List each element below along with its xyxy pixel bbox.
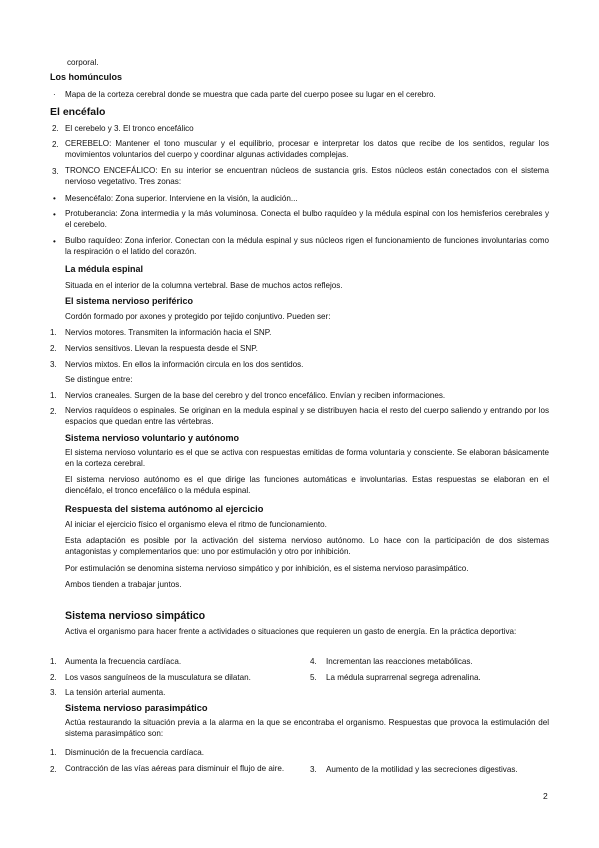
list-marker: 3. (52, 167, 59, 176)
list-marker: 2. (50, 673, 57, 682)
list-item: Aumento de la motilidad y las secreciones digestivas. (326, 765, 518, 774)
list-marker: 2. (52, 124, 59, 133)
list-item: Nervios raquídeos o espinales. Se originan en la medula espinal y se distribuyen hacia el resto del cuerpo saliendo y entrando por los espacios que quedan entre las vértebras. (65, 406, 549, 426)
list-item: Contracción de las vías aéreas para disminuir el flujo de aire. (65, 764, 285, 773)
heading-voluntario: Sistema nervioso voluntario y autónomo (65, 433, 240, 443)
list-item: Nervios motores. Transmiten la información hacia el SNP. (65, 328, 272, 337)
bullet-marker: · (53, 90, 56, 99)
list-item: La tensión arterial aumenta. (65, 688, 166, 697)
zona-item: Protuberancia: Zona intermedia y la más voluminosa. Conecta el bulbo raquídeo y la médula espinal con los hemisferios cerebrales y el cerebelo. (65, 209, 549, 229)
list-item: Nervios craneales. Surgen de la base del cerebro y del tronco encefálico. Envían y reciben informaciones. (65, 391, 446, 400)
respuesta-p3: Por estimulación se denomina sistema nervioso simpático y por inhibición, es el sistema nervioso parasimpático. (65, 564, 469, 573)
periferico-intro: Cordón formado por axones y protegido por tejido conjuntivo. Pueden ser: (65, 312, 331, 321)
heading-encefalo: El encéfalo (50, 106, 106, 118)
list-marker: 1. (50, 391, 57, 400)
list-marker: 4. (310, 657, 317, 666)
list-marker: 3. (310, 765, 317, 774)
list-item: Nervios sensitivos. Llevan la respuesta desde el SNP. (65, 344, 258, 353)
list-item: Los vasos sanguíneos de la musculatura se dilatan. (65, 673, 251, 682)
zona-item: Bulbo raquídeo: Zona inferior. Conectan con la médula espinal y sus núcleos rigen el funcionamiento de funciones involuntarias como la respiración o el latido del corazón. (65, 236, 549, 256)
heading-periferico: El sistema nervioso periférico (65, 296, 194, 306)
list-marker: 5. (310, 673, 317, 682)
list-item: CEREBELO: Mantener el tono muscular y el equilibrio, procesar e interpretar los datos que recibe de los sentidos, regular los movimientos voluntarios del cuerpo y coordinar algunas actividades complejas. (65, 139, 549, 159)
zona-item: Mesencéfalo: Zona superior. Interviene en la visión, la audición... (65, 194, 298, 203)
list-marker: 2. (50, 765, 57, 774)
text-fragment: corporal. (67, 58, 99, 67)
heading-simpatico: Sistema nervioso simpático (65, 610, 206, 622)
simpatico-intro: Activa el organismo para hacer frente a actividades o situaciones que requieren un gasto de energía. En la práctica deportiva: (65, 627, 517, 636)
list-item: TRONCO ENCEFÁLICO: En su interior se encuentran núcleos de sustancia gris. Estos núcleos están conectados con el sistema nervioso vegetativo. Tres zonas: (65, 166, 549, 186)
respuesta-p4: Ambos tienden a trabajar juntos. (65, 580, 182, 589)
list-marker: 3. (50, 688, 57, 697)
list-item: La médula suprarrenal segrega adrenalina. (326, 673, 481, 682)
parasimpatico-intro: Actúa restaurando la situación previa a la alarma en la que se encontraba el organismo. Respuestas que provoca la estimulación del sistema parasimpático son: (65, 718, 549, 738)
page-number: 2 (543, 791, 548, 801)
bullet-marker: • (53, 210, 56, 219)
respuesta-p1: Al iniciar el ejercicio físico el organismo eleva el ritmo de funcionamiento. (65, 520, 327, 529)
respuesta-p2: Esta adaptación es posible por la activación del sistema nervioso autónomo. Lo hace con la participación de dos sistemas antagonistas y complementarios que: uno por estimulación y otro por inhibición. (65, 536, 549, 556)
list-item: Disminución de la frecuencia cardíaca. (65, 748, 205, 757)
list-item: Nervios mixtos. En ellos la información circula en los dos sentidos. (65, 360, 304, 369)
heading-parasimpatico: Sistema nervioso parasimpático (65, 703, 208, 713)
bullet-marker: • (53, 194, 56, 203)
list-marker: 2. (50, 407, 57, 416)
list-item: Aumenta la frecuencia cardíaca. (65, 657, 182, 666)
heading-homunculos: Los homúnculos (50, 72, 122, 82)
list-marker: 1. (50, 328, 57, 337)
periferico-distingue: Se distingue entre: (65, 375, 133, 384)
list-item: El cerebelo y 3. El tronco encefálico (65, 124, 194, 133)
list-marker: 1. (50, 657, 57, 666)
list-marker: 2. (50, 344, 57, 353)
voluntario-p1: El sistema nervioso voluntario es el que se activa con respuestas emitidas de forma voluntaria y consciente. Se elaboran básicamente en la corteza cerebral. (65, 448, 549, 468)
list-item: Incrementan las reacciones metabólicas. (326, 657, 473, 666)
list-marker: 3. (50, 360, 57, 369)
voluntario-p2: El sistema nervioso autónomo es el que dirige las funciones automáticas e involuntarias. Estas respuestas se elaboran en el diencéfalo, el tronco encefálico o la médula espinal. (65, 475, 549, 495)
list-marker: 1. (50, 748, 57, 757)
heading-respuesta: Respuesta del sistema autónomo al ejercicio (65, 504, 264, 514)
bullet-marker: • (53, 237, 56, 246)
homunculos-bullet: Mapa de la corteza cerebral donde se muestra que cada parte del cuerpo posee su lugar en el cerebro. (65, 90, 436, 99)
list-marker: 2. (52, 140, 59, 149)
heading-medula: La médula espinal (65, 264, 144, 274)
medula-text: Situada en el interior de la columna vertebral. Base de muchos actos reflejos. (65, 281, 343, 290)
